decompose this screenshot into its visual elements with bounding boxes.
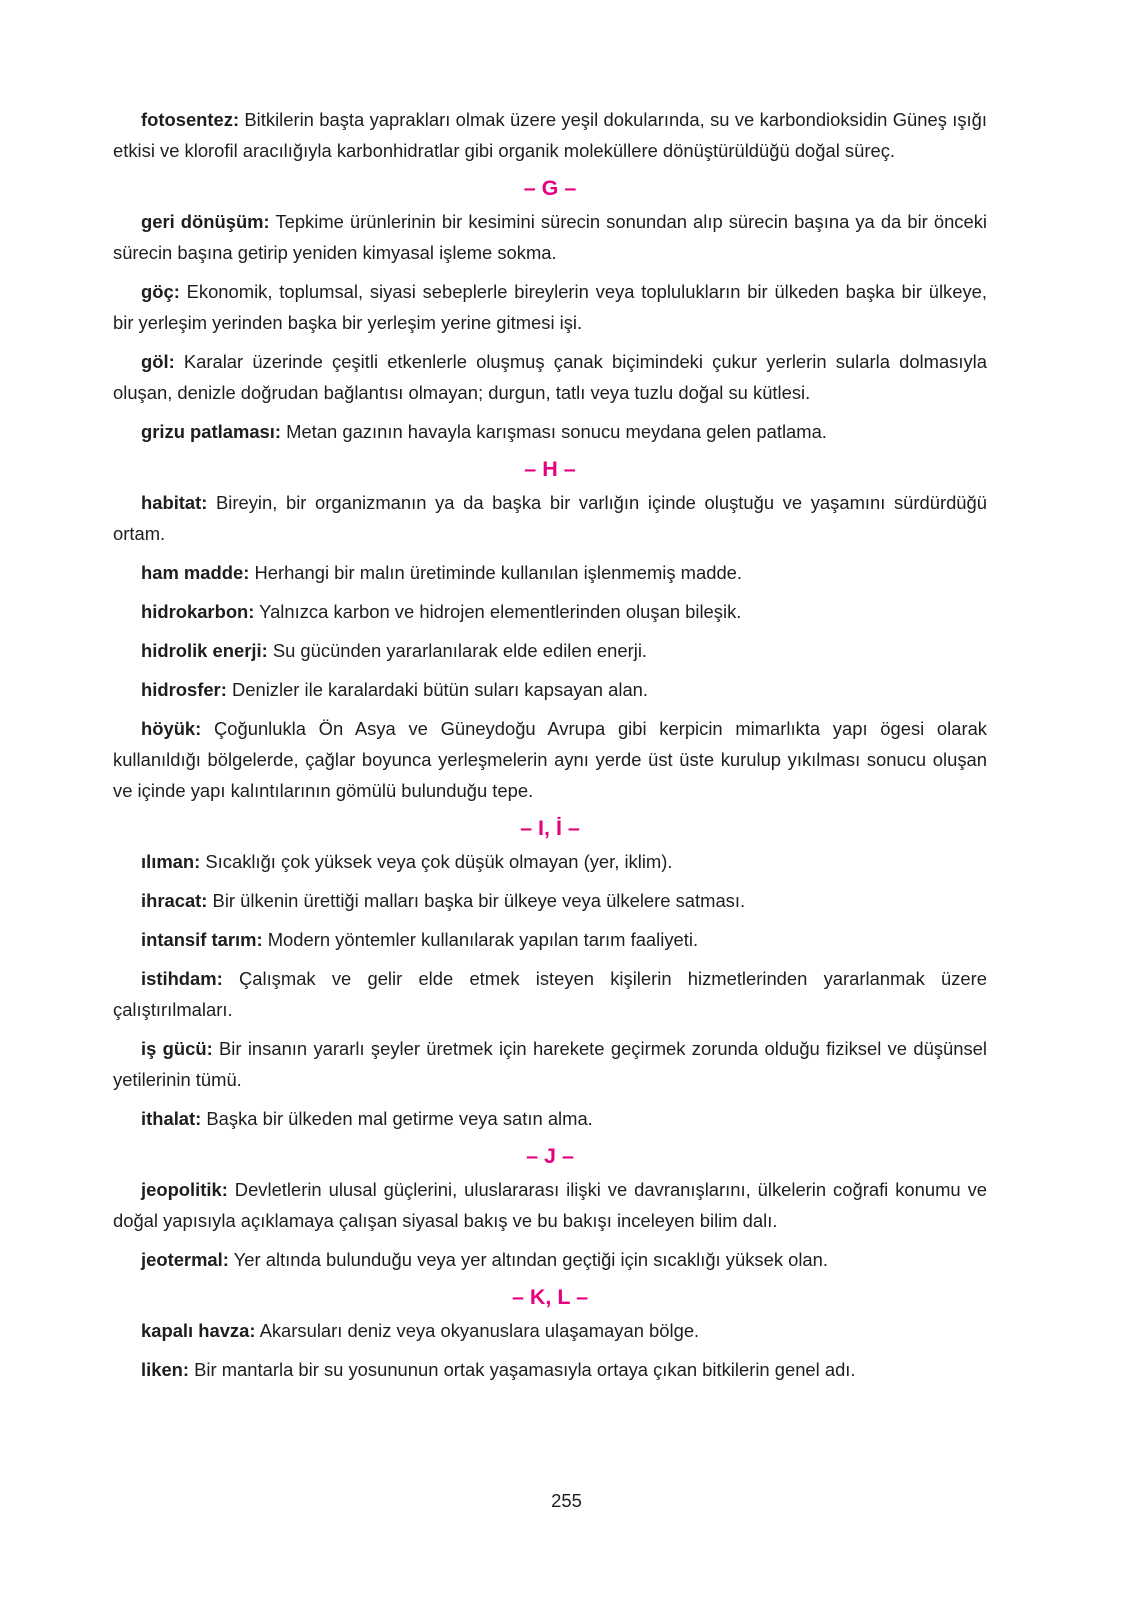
glossary-definition: Akarsuları deniz veya okyanuslara ulaşamayan bölge. (255, 1320, 700, 1341)
glossary-term: ham madde: (141, 562, 250, 583)
glossary-definition: Sıcaklığı çok yüksek veya çok düşük olmayan (yer, iklim). (200, 851, 673, 872)
glossary-definition: Tepkime ürünlerinin bir kesimini sürecin sonundan alıp sürecin başına ya da bir önceki sürecin başına getirip yeniden kimyasal işleme sokma. (113, 211, 988, 263)
glossary-term: kapalı havza: (141, 1320, 256, 1341)
glossary-definition: Metan gazının havayla karışması sonucu meydana gelen patlama. (281, 421, 827, 442)
glossary-term: grizu patlaması: (141, 421, 282, 442)
glossary-term: göl: (141, 351, 175, 372)
glossary-term: jeotermal: (141, 1249, 229, 1270)
glossary-term: göç: (141, 281, 180, 302)
glossary-entry (113, 1354, 987, 1385)
glossary-entry (113, 1103, 987, 1134)
glossary-term: liken: (141, 1359, 190, 1380)
glossary-term: iş gücü: (141, 1038, 213, 1059)
letter-heading: – K, L – (511, 1285, 589, 1309)
glossary-definition: Su gücünden yararlanılarak elde edilen enerji. (267, 640, 648, 661)
glossary-term: geri dönüşüm: (141, 211, 270, 232)
glossary-entry (113, 1244, 987, 1275)
glossary-definition: Ekonomik, toplumsal, siyasi sebeplerle bireylerin veya toplulukların bir ülkeden başka bir ülkeye, bir yerleşim yerinden başka bir yerleşim yerine gitmesi işi. (113, 281, 987, 333)
glossary-entry (113, 924, 987, 955)
letter-heading: – G – (523, 176, 577, 200)
glossary-definition: Devletlerin ulusal güçlerini, uluslararası ilişki ve davranışlarını, ülkelerin coğrafi konumu ve doğal yapısıyla açıklamaya çalışan siyasal bakış ve bu bakışı inceleyen bilim dalı. (113, 1179, 987, 1231)
glossary-term: intansif tarım: (141, 929, 263, 950)
glossary-entry (113, 885, 987, 916)
glossary-entry (113, 206, 987, 268)
glossary-term: fotosentez: (141, 109, 240, 130)
glossary-term: höyük: (141, 718, 202, 739)
glossary-entry (113, 557, 987, 588)
glossary-term: hidrosfer: (141, 679, 227, 700)
glossary-entry (113, 1033, 987, 1095)
glossary-entry (113, 713, 987, 806)
glossary-term: istihdam: (141, 968, 223, 989)
glossary-definition: Bitkilerin başta yaprakları olmak üzere yeşil dokularında, su ve karbondioksidin Güneş ışığı etkisi ve klorofil aracılığıyla karbonhidratlar gibi organik moleküllere dönüştürüldüğü doğal süreç. (113, 109, 987, 161)
glossary-list (113, 104, 987, 1393)
letter-heading: – H – (524, 457, 576, 481)
glossary-term: habitat: (141, 492, 208, 513)
glossary-entry (113, 104, 987, 166)
glossary-entry (113, 674, 987, 705)
glossary-definition: Başka bir ülkeden mal getirme veya satın alma. (201, 1108, 593, 1129)
glossary-entry (113, 346, 987, 408)
glossary-entry (113, 1315, 987, 1346)
letter-heading: – J – (526, 1144, 574, 1168)
glossary-entry (113, 596, 987, 627)
glossary-definition: Bir ülkenin ürettiği malları başka bir ülkeye veya ülkelere satması. (207, 890, 746, 911)
glossary-entry (113, 635, 987, 666)
glossary-term: hidrokarbon: (141, 601, 255, 622)
glossary-entry (113, 963, 987, 1025)
glossary-entry (113, 487, 987, 549)
glossary-term: ithalat: (141, 1108, 202, 1129)
glossary-term: jeopolitik: (141, 1179, 228, 1200)
glossary-definition: Çalışmak ve gelir elde etmek isteyen kişilerin hizmetlerinden yararlanmak üzere çalıştırılmaları. (113, 968, 987, 1020)
glossary-entry (113, 416, 987, 447)
glossary-entry (113, 846, 987, 877)
glossary-definition: Çoğunlukla Ön Asya ve Güneydoğu Avrupa gibi kerpicin mimarlıkta yapı ögesi olarak kullanıldığı bölgelerde, çağlar boyunca yerleşmelerin aynı yerde üst üste kurulup yıkılması sonucu oluşan ve içinde yapı kalıntılarının gömülü bulunduğu tepe. (113, 718, 987, 801)
glossary-definition: Bir mantarla bir su yosununun ortak yaşamasıyla ortaya çıkan bitkilerin genel adı. (189, 1359, 856, 1380)
glossary-definition: Bireyin, bir organizmanın ya da başka bir varlığın içinde oluştuğu ve yaşamını sürdürdüğü ortam. (113, 492, 987, 544)
page-number: 255 (551, 1490, 582, 1511)
glossary-term: hidrolik enerji: (141, 640, 268, 661)
glossary-definition: Modern yöntemler kullanılarak yapılan tarım faaliyeti. (262, 929, 699, 950)
glossary-definition: Herhangi bir malın üretiminde kullanılan işlenmemiş madde. (249, 562, 743, 583)
letter-heading: – I, İ – (520, 816, 580, 840)
glossary-definition: Denizler ile karalardaki bütün suları kapsayan alan. (226, 679, 649, 700)
glossary-definition: Yer altında bulunduğu veya yer altından geçtiği için sıcaklığı yüksek olan. (228, 1249, 829, 1270)
glossary-entry (113, 276, 987, 338)
glossary-definition: Bir insanın yararlı şeyler üretmek için harekete geçirmek zorunda olduğu fiziksel ve düşünsel yetilerinin tümü. (113, 1038, 987, 1090)
glossary-definition: Yalnızca karbon ve hidrojen elementlerinden oluşan bileşik. (254, 601, 742, 622)
glossary-definition: Karalar üzerinde çeşitli etkenlerle oluşmuş çanak biçimindeki çukur yerlerin sularla dolmasıyla oluşan, denizle doğrudan bağlantısı olmayan; durgun, tatlı veya tuzlu doğal su kütlesi. (113, 351, 987, 403)
glossary-entry (113, 1174, 987, 1236)
glossary-term: ihracat: (141, 890, 208, 911)
glossary-term: ılıman: (141, 851, 201, 872)
